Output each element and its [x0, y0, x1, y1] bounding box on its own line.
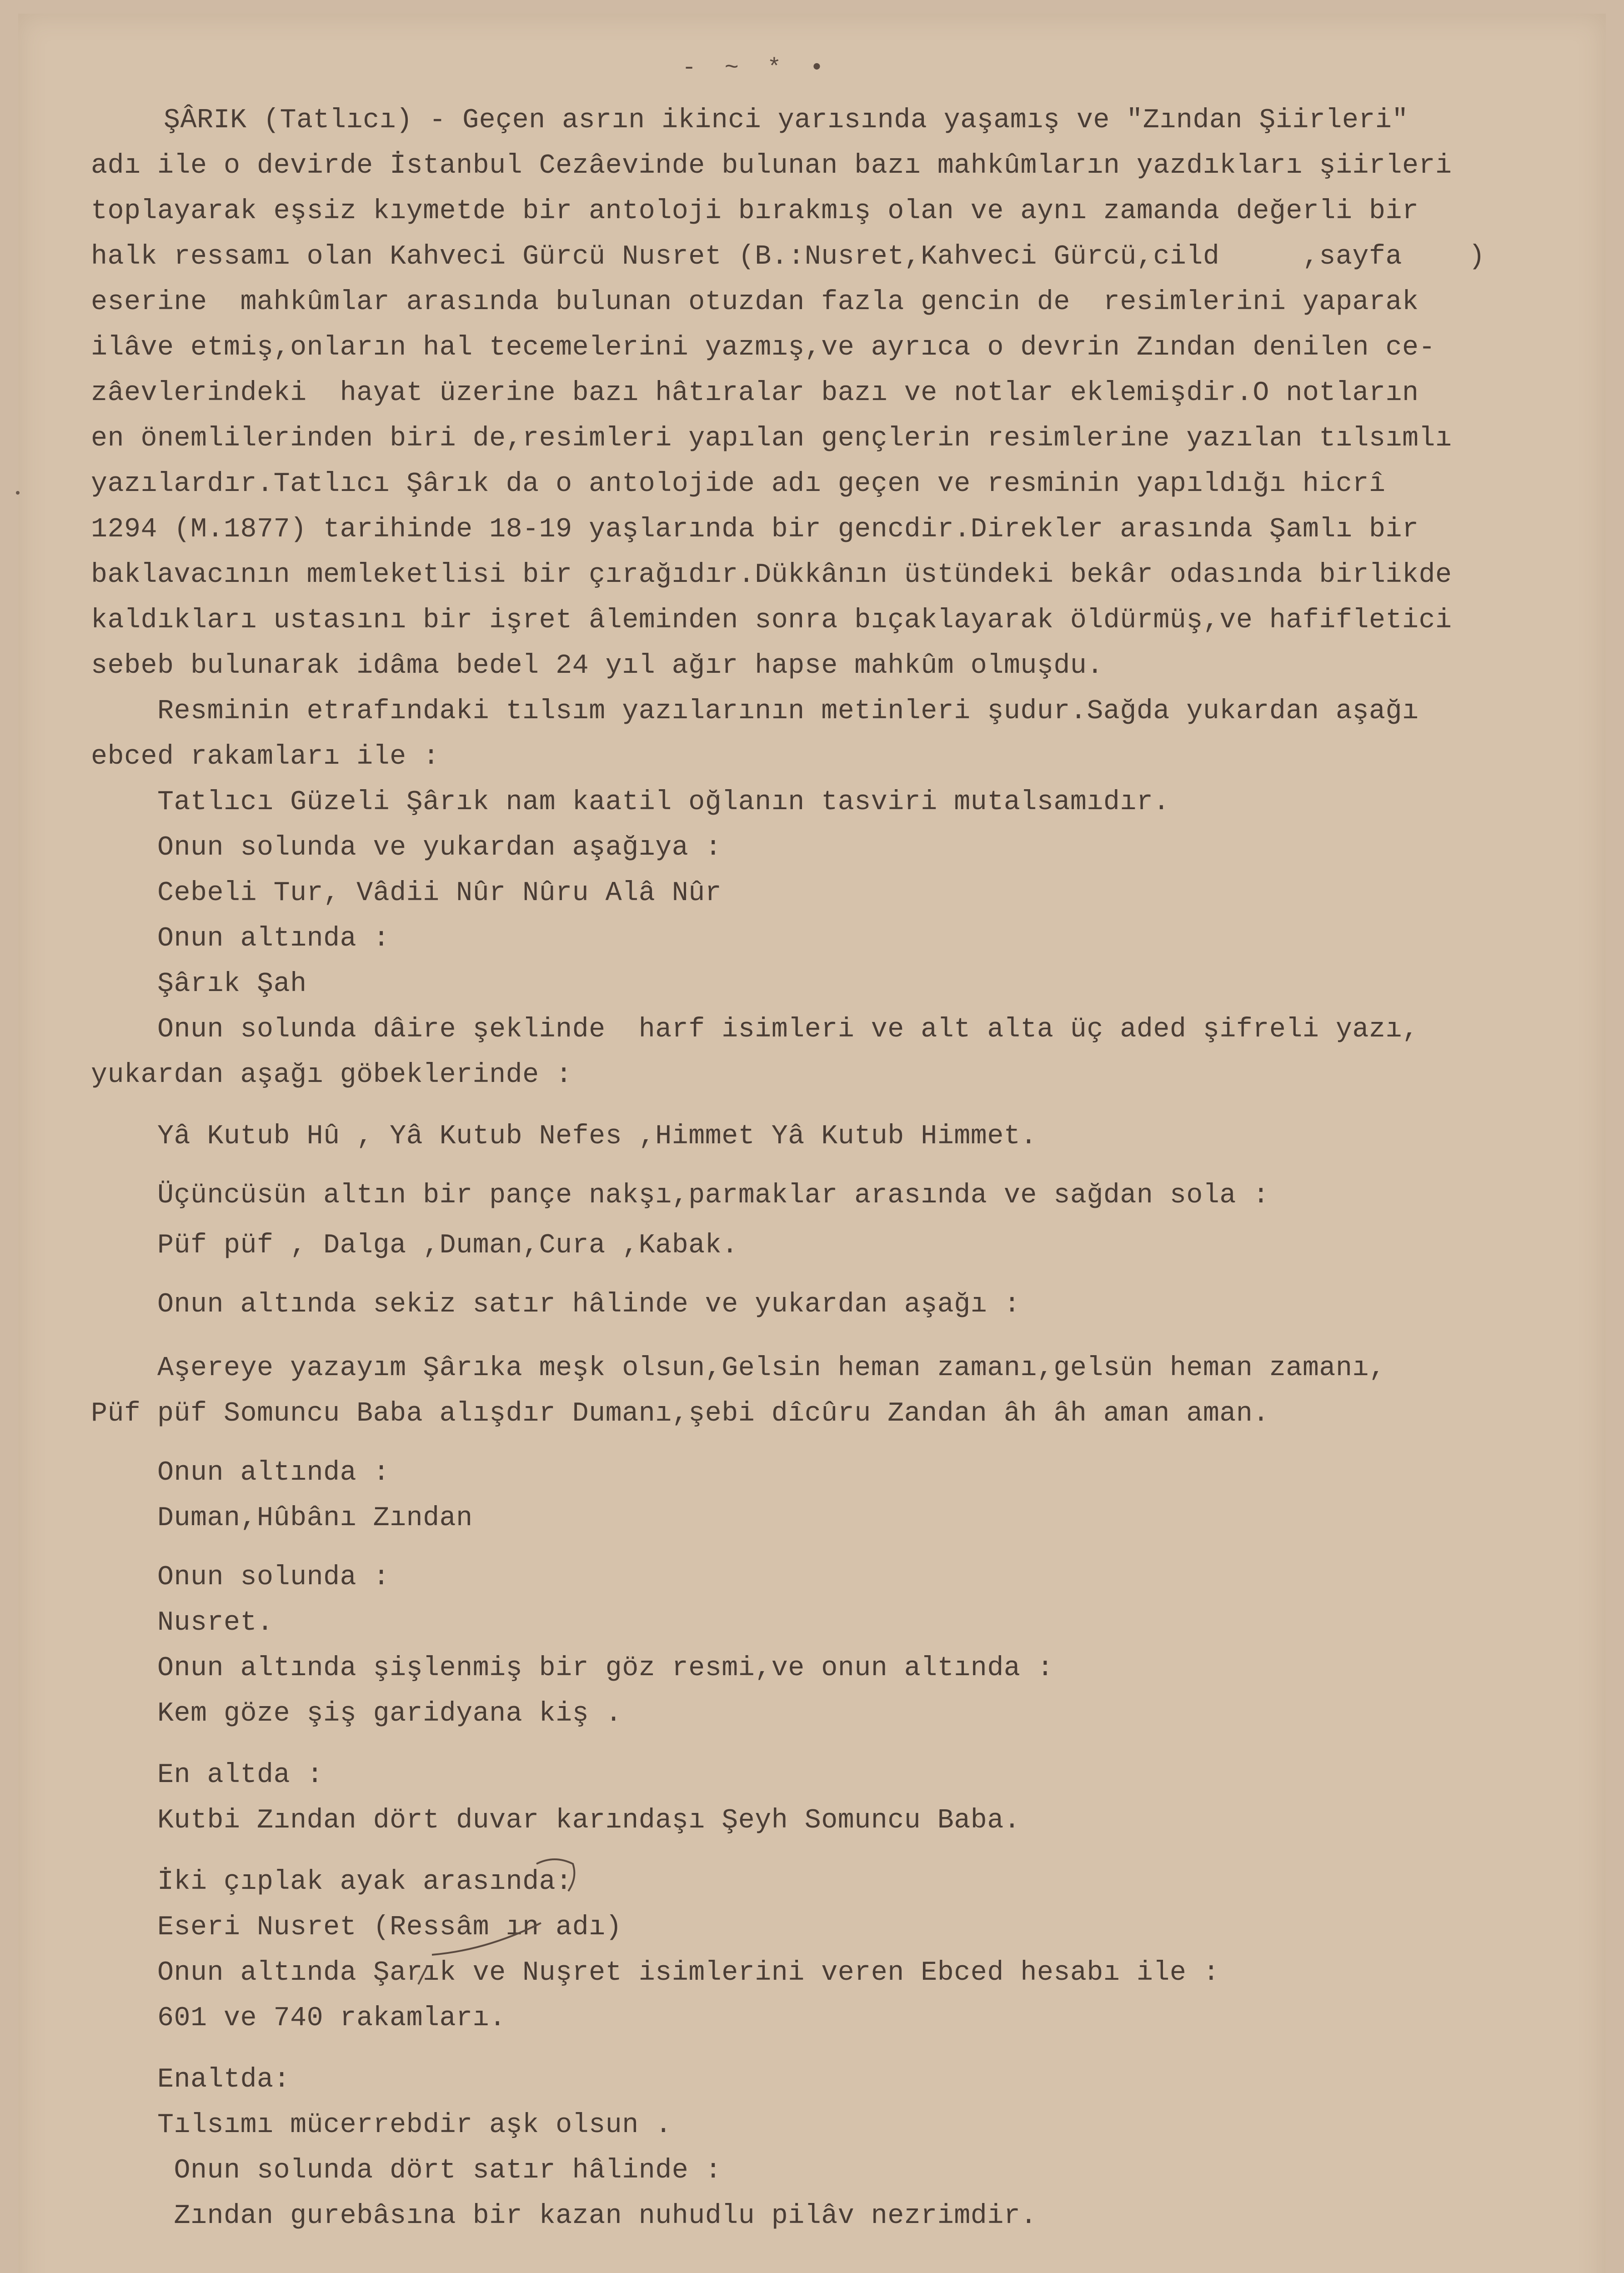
text-line: Onun solunda :: [91, 1562, 390, 1593]
text-line: Tılsımı mücerrebdir aşk olsun .: [91, 2110, 672, 2141]
text-line: Yâ Kutub Hû , Yâ Kutub Nefes ,Himmet Yâ Kutub Himmet.: [91, 1121, 1037, 1152]
text-line: Onun altında :: [91, 1457, 390, 1488]
intro-line: sebeb bulunarak idâma bedel 24 yıl ağır hapse mahkûm olmuşdu.: [91, 651, 1103, 681]
intro-line: baklavacının memleketlisi bir çırağıdır.Dükkânın üstündeki bekâr odasında birlikde: [91, 560, 1452, 591]
text-line: Onun solunda dâire şeklinde harf isimleri ve alt alta üç aded şifreli yazı,: [91, 1014, 1419, 1045]
intro-line: eserine mahkûmlar arasında bulunan otuzdan fazla gencin de resimlerini yaparak: [91, 287, 1419, 318]
text-line: Aşereye yazayım Şârıka meşk olsun,Gelsin heman zamanı,gelsün heman zamanı,: [91, 1353, 1386, 1384]
text-line: Kutbi Zından dört duvar karındaşı Şeyh Somuncu Baba.: [91, 1805, 1021, 1836]
text-line: Tatlıcı Güzeli Şârık nam kaatil oğlanın tasviri mutalsamıdır.: [91, 787, 1170, 818]
text-line: Onun altında sekiz satır hâlinde ve yukardan aşağı :: [91, 1289, 1021, 1320]
intro-line: zâevlerindeki hayat üzerine bazı hâtıralar bazı ve notlar eklemişdir.O notların: [91, 378, 1419, 409]
intro-line: 1294 (M.1877) tarihinde 18-19 yaşlarında bir gencdir.Direkler arasında Şamlı bir: [91, 514, 1419, 545]
text-line: Onun altında şişlenmiş bir göz resmi,ve onun altında :: [91, 1653, 1054, 1684]
text-line: Onun altında :: [91, 923, 390, 954]
intro-line: ŞÂRIK (Tatlıcı) - Geçen asrın ikinci yarısında yaşamış ve "Zından Şiirleri": [164, 105, 1408, 136]
intro-line: kaldıkları ustasını bir işret âleminden sonra bıçaklayarak öldürmüş,ve hafifletici: [91, 605, 1452, 636]
text-line: İki çıplak ayak arasında:: [91, 1867, 572, 1898]
intro-line: en önemlilerinden biri de,resimleri yapılan gençlerin resimlerine yazılan tılsımlı: [91, 423, 1452, 454]
text-line: Cebeli Tur, Vâdii Nûr Nûru Alâ Nûr: [91, 878, 722, 909]
texts-intro-line: Resminin etrafındaki tılsım yazılarının metinleri şudur.Sağda yukardan aşağı: [91, 696, 1419, 727]
intro-line: ilâve etmiş,onların hal tecemelerini yazmış,ve ayrıca o devrin Zından denilen ce-: [91, 332, 1435, 363]
text-line: Onun altında Şarık ve Nuşret isimlerini veren Ebced hesabı ile :: [91, 1958, 1220, 1988]
stray-mark: [16, 491, 20, 495]
text-line: 601 ve 740 rakamları.: [91, 2003, 506, 2034]
text-line: Nusret.: [91, 1607, 274, 1638]
text-line: Püf püf , Dalga ,Duman,Cura ,Kabak.: [91, 1230, 738, 1261]
intro-line: toplayarak eşsiz kıymetde bir antoloji bırakmış olan ve aynı zamanda değerli bir: [91, 196, 1419, 227]
text-line: Üçüncüsün altın bir pançe nakşı,parmaklar arasında ve sağdan sola :: [91, 1180, 1269, 1211]
text-line: Kem göze şiş garidyana kiş .: [91, 1698, 622, 1729]
intro-line: yazılardır.Tatlıcı Şârık da o antolojide adı geçen ve resminin yapıldığı hicrî: [91, 469, 1386, 500]
text-line: yukardan aşağı göbeklerinde :: [91, 1060, 572, 1091]
text-line: Onun solunda dört satır hâlinde :: [91, 2155, 722, 2186]
header-mark: - ~ * •: [682, 55, 824, 81]
text-line: Onun solunda ve yukardan aşağıya :: [91, 832, 722, 863]
text-line: Enaltda:: [91, 2064, 291, 2095]
intro-line: halk ressamı olan Kahveci Gürcü Nusret (B.:Nusret,Kahveci Gürcü,cild ,sayfa ): [91, 241, 1485, 272]
text-line: Duman,Hûbânı Zından: [91, 1503, 473, 1534]
text-line: Püf püf Somuncu Baba alışdır Dumanı,şebi dîcûru Zandan âh âh aman aman.: [91, 1398, 1269, 1429]
text-line: Zından gurebâsına bir kazan nuhudlu pilâv nezrimdir.: [91, 2201, 1037, 2232]
texts-intro-line: ebced rakamları ile :: [91, 741, 440, 772]
text-line: Eseri Nusret (Ressâm ın adı): [91, 1912, 622, 1943]
intro-line: adı ile o devirde İstanbul Cezâevinde bulunan bazı mahkûmların yazdıkları şiirleri: [91, 150, 1452, 181]
text-line: Şârık Şah: [91, 969, 307, 1000]
text-line: En altda :: [91, 1760, 324, 1791]
